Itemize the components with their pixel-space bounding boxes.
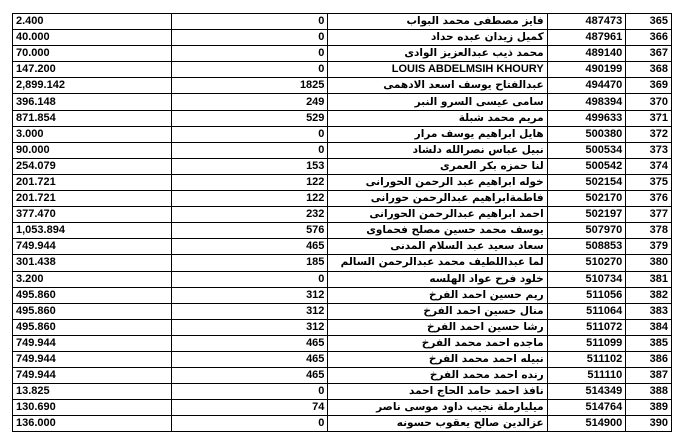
row-number-cell: 388 (626, 384, 672, 400)
quantity-cell: 0 (172, 62, 328, 78)
table-row (13, 319, 672, 335)
quantity-cell: 465 (172, 239, 328, 255)
amount-cell: 749.944 (13, 368, 172, 384)
name-cell: يوسف محمد حسين مصلح فحماوى (328, 223, 547, 239)
table-row (13, 110, 672, 126)
quantity-cell: 576 (172, 223, 328, 239)
amount-cell: 70.000 (13, 46, 172, 62)
table-row (13, 400, 672, 416)
amount-cell: 90.000 (13, 142, 172, 158)
row-number-cell: 365 (626, 14, 672, 30)
quantity-cell: 0 (172, 46, 328, 62)
table-row (13, 174, 672, 190)
quantity-cell: 122 (172, 174, 328, 190)
name-cell: نبيل عباس نصرالله دلشاد (328, 142, 547, 158)
id-cell: 510270 (547, 255, 626, 271)
table-body (13, 14, 672, 432)
name-cell: مريم محمد شبلة (328, 110, 547, 126)
table-row (13, 335, 672, 351)
table-row (13, 142, 672, 158)
name-cell: احمد ابراهيم عبدالرحمن الحورانى (328, 207, 547, 223)
row-number-cell: 375 (626, 174, 672, 190)
id-cell: 500534 (547, 142, 626, 158)
name-cell: نبيله احمد محمد الفرخ (328, 351, 547, 367)
row-number-cell: 389 (626, 400, 672, 416)
table-row (13, 303, 672, 319)
id-cell: 511064 (547, 303, 626, 319)
table-row (13, 14, 672, 30)
id-cell: 502170 (547, 191, 626, 207)
quantity-cell: 0 (172, 416, 328, 432)
row-number-cell: 372 (626, 126, 672, 142)
amount-cell: 147.200 (13, 62, 172, 78)
id-cell: 500380 (547, 126, 626, 142)
amount-cell: 130.690 (13, 400, 172, 416)
row-number-cell: 368 (626, 62, 672, 78)
id-cell: 508853 (547, 239, 626, 255)
id-cell: 514900 (547, 416, 626, 432)
row-number-cell: 381 (626, 271, 672, 287)
row-number-cell: 383 (626, 303, 672, 319)
id-cell: 498394 (547, 94, 626, 110)
quantity-cell: 312 (172, 319, 328, 335)
name-cell: لنا حمزه بكر العمرى (328, 158, 547, 174)
name-cell: كميل زيدان عبده حداد (328, 30, 547, 46)
id-cell: 500542 (547, 158, 626, 174)
amount-cell: 1,053.894 (13, 223, 172, 239)
row-number-cell: 382 (626, 287, 672, 303)
name-cell: رنده احمد محمد الفرخ (328, 368, 547, 384)
name-cell: ريم حسين احمد الفرخ (328, 287, 547, 303)
quantity-cell: 529 (172, 110, 328, 126)
table-row (13, 46, 672, 62)
id-cell: 511110 (547, 368, 626, 384)
amount-cell: 871.854 (13, 110, 172, 126)
amount-cell: 40.000 (13, 30, 172, 46)
quantity-cell: 312 (172, 287, 328, 303)
quantity-cell: 232 (172, 207, 328, 223)
name-cell: لما عبداللطيف محمد عبدالرحمن السالم (328, 255, 547, 271)
amount-cell: 2,899.142 (13, 78, 172, 94)
row-number-cell: 369 (626, 78, 672, 94)
id-cell: 487961 (547, 30, 626, 46)
table-row (13, 191, 672, 207)
table-row (13, 351, 672, 367)
quantity-cell: 153 (172, 158, 328, 174)
quantity-cell: 0 (172, 30, 328, 46)
id-cell: 511102 (547, 351, 626, 367)
amount-cell: 495.860 (13, 319, 172, 335)
name-cell: ميليارملة نجيب داود موسى ناصر (328, 400, 547, 416)
quantity-cell: 312 (172, 303, 328, 319)
id-cell: 514349 (547, 384, 626, 400)
quantity-cell: 0 (172, 142, 328, 158)
amount-cell: 3.200 (13, 271, 172, 287)
amount-cell: 396.148 (13, 94, 172, 110)
id-cell: 510734 (547, 271, 626, 287)
id-cell: 511056 (547, 287, 626, 303)
row-number-cell: 390 (626, 416, 672, 432)
table-row (13, 126, 672, 142)
amount-cell: 749.944 (13, 351, 172, 367)
row-number-cell: 377 (626, 207, 672, 223)
row-number-cell: 387 (626, 368, 672, 384)
amount-cell: 3.000 (13, 126, 172, 142)
table-row (13, 223, 672, 239)
row-number-cell: 370 (626, 94, 672, 110)
quantity-cell: 0 (172, 14, 328, 30)
id-cell: 514764 (547, 400, 626, 416)
table-row (13, 255, 672, 271)
quantity-cell: 185 (172, 255, 328, 271)
quantity-cell: 0 (172, 271, 328, 287)
quantity-cell: 1825 (172, 78, 328, 94)
id-cell: 511099 (547, 335, 626, 351)
table-row (13, 158, 672, 174)
row-number-cell: 373 (626, 142, 672, 158)
quantity-cell: 465 (172, 351, 328, 367)
row-number-cell: 374 (626, 158, 672, 174)
amount-cell: 136.000 (13, 416, 172, 432)
quantity-cell: 465 (172, 335, 328, 351)
quantity-cell: 0 (172, 384, 328, 400)
row-number-cell: 379 (626, 239, 672, 255)
table-row (13, 78, 672, 94)
name-cell: رشا حسين احمد الفرخ (328, 319, 547, 335)
name-cell: خلود فرح عواد الهلسه (328, 271, 547, 287)
name-cell: سعاد سعيد عبد السلام المدنى (328, 239, 547, 255)
name-cell: سامى عيسى السرو النبر (328, 94, 547, 110)
table-row (13, 271, 672, 287)
row-number-cell: 376 (626, 191, 672, 207)
name-cell: خوله ابراهيم عبد الرحمن الحورانى (328, 174, 547, 190)
amount-cell: 749.944 (13, 335, 172, 351)
quantity-cell: 122 (172, 191, 328, 207)
amount-cell: 201.721 (13, 191, 172, 207)
name-cell: فايز مصطفى محمد البواب (328, 14, 547, 30)
id-cell: 502154 (547, 174, 626, 190)
quantity-cell: 465 (172, 368, 328, 384)
amount-cell: 2.400 (13, 14, 172, 30)
id-cell: 502197 (547, 207, 626, 223)
amount-cell: 254.079 (13, 158, 172, 174)
id-cell: 489140 (547, 46, 626, 62)
name-cell: نافذ احمد حامد الحاج احمد (328, 384, 547, 400)
id-cell: 490199 (547, 62, 626, 78)
amount-cell: 495.860 (13, 287, 172, 303)
quantity-cell: 0 (172, 126, 328, 142)
row-number-cell: 384 (626, 319, 672, 335)
row-number-cell: 366 (626, 30, 672, 46)
amount-cell: 377.470 (13, 207, 172, 223)
amount-cell: 749.944 (13, 239, 172, 255)
name-cell: ماجده احمد محمد الفرخ (328, 335, 547, 351)
amount-cell: 495.860 (13, 303, 172, 319)
table-row (13, 384, 672, 400)
table-row (13, 30, 672, 46)
amount-cell: 201.721 (13, 174, 172, 190)
id-cell: 487473 (547, 14, 626, 30)
quantity-cell: 249 (172, 94, 328, 110)
table-row (13, 94, 672, 110)
row-number-cell: 367 (626, 46, 672, 62)
quantity-cell: 74 (172, 400, 328, 416)
row-number-cell: 380 (626, 255, 672, 271)
table-row (13, 416, 672, 432)
name-cell: منال حسين احمد الفرخ (328, 303, 547, 319)
amount-cell: 301.438 (13, 255, 172, 271)
table-row (13, 239, 672, 255)
name-cell: فاطمةابراهيم عبدالرحمن حورانى (328, 191, 547, 207)
table-row (13, 62, 672, 78)
row-number-cell: 385 (626, 335, 672, 351)
id-cell: 511072 (547, 319, 626, 335)
id-cell: 499633 (547, 110, 626, 126)
id-cell: 494470 (547, 78, 626, 94)
shareholder-table (12, 13, 672, 432)
amount-cell: 13.825 (13, 384, 172, 400)
name-cell: محمد ذيب عبدالعزيز الوادى (328, 46, 547, 62)
row-number-cell: 378 (626, 223, 672, 239)
table-row (13, 207, 672, 223)
name-cell: هايل ابراهيم يوسف مرار (328, 126, 547, 142)
name-cell: عزالدين صالح يعقوب حسونه (328, 416, 547, 432)
name-cell: عبدالفتاح يوسف اسعد الادهمى (328, 78, 547, 94)
row-number-cell: 371 (626, 110, 672, 126)
row-number-cell: 386 (626, 351, 672, 367)
table-row (13, 368, 672, 384)
name-cell: LOUIS ABDELMSIH KHOURY (328, 62, 547, 78)
table-row (13, 287, 672, 303)
id-cell: 507970 (547, 223, 626, 239)
